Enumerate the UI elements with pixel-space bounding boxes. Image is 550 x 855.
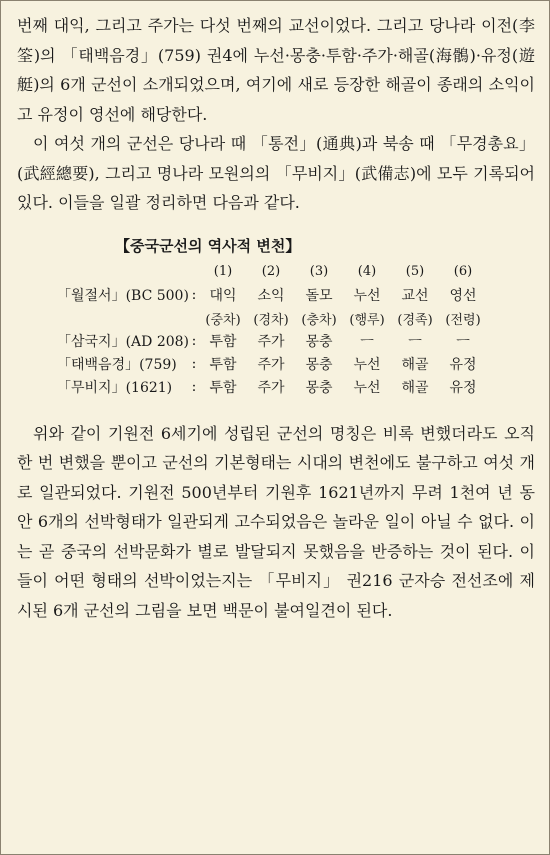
ship-cell: 대익 (209, 288, 237, 304)
ship-cell: 주가 (257, 334, 285, 350)
paragraph-2: 이 여섯 개의 군선은 당나라 때 「통전」(通典)과 북송 때 「무경총요」(武經總要), 그리고 명나라 모원의의 「무비지」(武備志)에 모두 기록되어 있다. 이들을 일괄 정리하면 다음과 같다. (17, 134, 535, 212)
source-cell: 「무비지」(1621) (57, 380, 173, 396)
ship-cell: 누선 (353, 288, 381, 304)
ship-cell: 누선 (353, 357, 381, 373)
paragraph-1: 번째 대익, 그리고 주가는 다섯 번째의 교선이었다. 그리고 당나라 이전(李筌)의 「태백음경」(759) 권4에 누선·몽충·투함·주가·해골(海鶻)·유정(遊艇)의 6개 군선이 소개되었으며, 여기에 새로 등장한 해골이 종래의 소익이고 유정이 영선에 해당한다. (17, 16, 535, 124)
ship-cell: (중차) (205, 312, 241, 328)
table-title: 【중국군선의 역사적 변천】 (115, 236, 301, 255)
ship-evolution-table (57, 260, 487, 399)
column-number: (1) (213, 264, 233, 279)
ship-cell: 몽충 (305, 334, 333, 350)
table-row (57, 330, 487, 353)
column-number: (3) (309, 264, 329, 279)
ship-evolution-table-block (17, 232, 535, 399)
table-row (57, 284, 487, 307)
source-cell: 「태백음경」(759) (57, 357, 177, 373)
colon: : (191, 333, 197, 349)
ship-cell: ㅡ (456, 334, 470, 350)
ship-cell: (경차) (253, 312, 289, 328)
ship-cell: 몽충 (305, 357, 333, 373)
column-number-row (57, 260, 487, 284)
column-number: (6) (453, 264, 473, 279)
colon: : (191, 356, 197, 372)
colon: : (191, 379, 197, 395)
ship-cell: ㅡ (408, 334, 422, 350)
table-row (57, 376, 487, 399)
ship-cell: 영선 (449, 288, 477, 304)
ship-cell: 투함 (209, 334, 237, 350)
column-number: (5) (405, 264, 425, 279)
ship-cell: 몽충 (305, 380, 333, 396)
table-row (57, 353, 487, 376)
ship-cell: (행루) (349, 312, 385, 328)
ship-cell: 해골 (401, 380, 429, 396)
ship-cell: 누선 (353, 380, 381, 396)
table-row (57, 307, 487, 330)
source-cell: 「월절서」(BC 500) (57, 288, 189, 304)
ship-cell: 주가 (257, 380, 285, 396)
ship-cell: 소익 (257, 288, 285, 304)
ship-cell: ㅡ (360, 334, 374, 350)
ship-cell: 투함 (209, 380, 237, 396)
source-cell: 「삼국지」(AD 208) (57, 334, 190, 350)
ship-cell: (전령) (445, 312, 481, 328)
ship-cell: 교선 (401, 288, 429, 304)
source-cell (57, 307, 189, 330)
ship-cell: 투함 (209, 357, 237, 373)
paragraph-3: 위와 같이 기원전 6세기에 성립된 군선의 명칭은 비록 변했더라도 오직 한 번 변했을 뿐이고 군선의 기본형태는 시대의 변천에도 불구하고 여섯 개로 일관되었다. 기원전 500년부터 기원후 1621년까지 무려 1천여 년 동안 6개의 선박형태가 일관되게 고수되었음은 놀라운 일이 아닐 수 없다. 이는 곧 중국의 선박문화가 별로 발달되지 못했음을 반증하는 것이 된다. 이들이 어떤 형태의 선박이었는지는 「무비지」 권216 군자승 전선조에 제시된 6개 군선의 그림을 보면 백문이 불여일견이 된다. (17, 423, 535, 620)
ship-cell: 주가 (257, 357, 285, 373)
column-number: (2) (261, 264, 281, 279)
ship-cell: (충차) (301, 312, 337, 328)
ship-cell: 유정 (449, 380, 477, 396)
column-number: (4) (357, 264, 377, 279)
ship-cell: 돌모 (305, 288, 333, 304)
ship-cell: 해골 (401, 357, 429, 373)
ship-cell: (경족) (397, 312, 433, 328)
ship-cell: 유정 (449, 357, 477, 373)
colon: : (191, 287, 197, 303)
